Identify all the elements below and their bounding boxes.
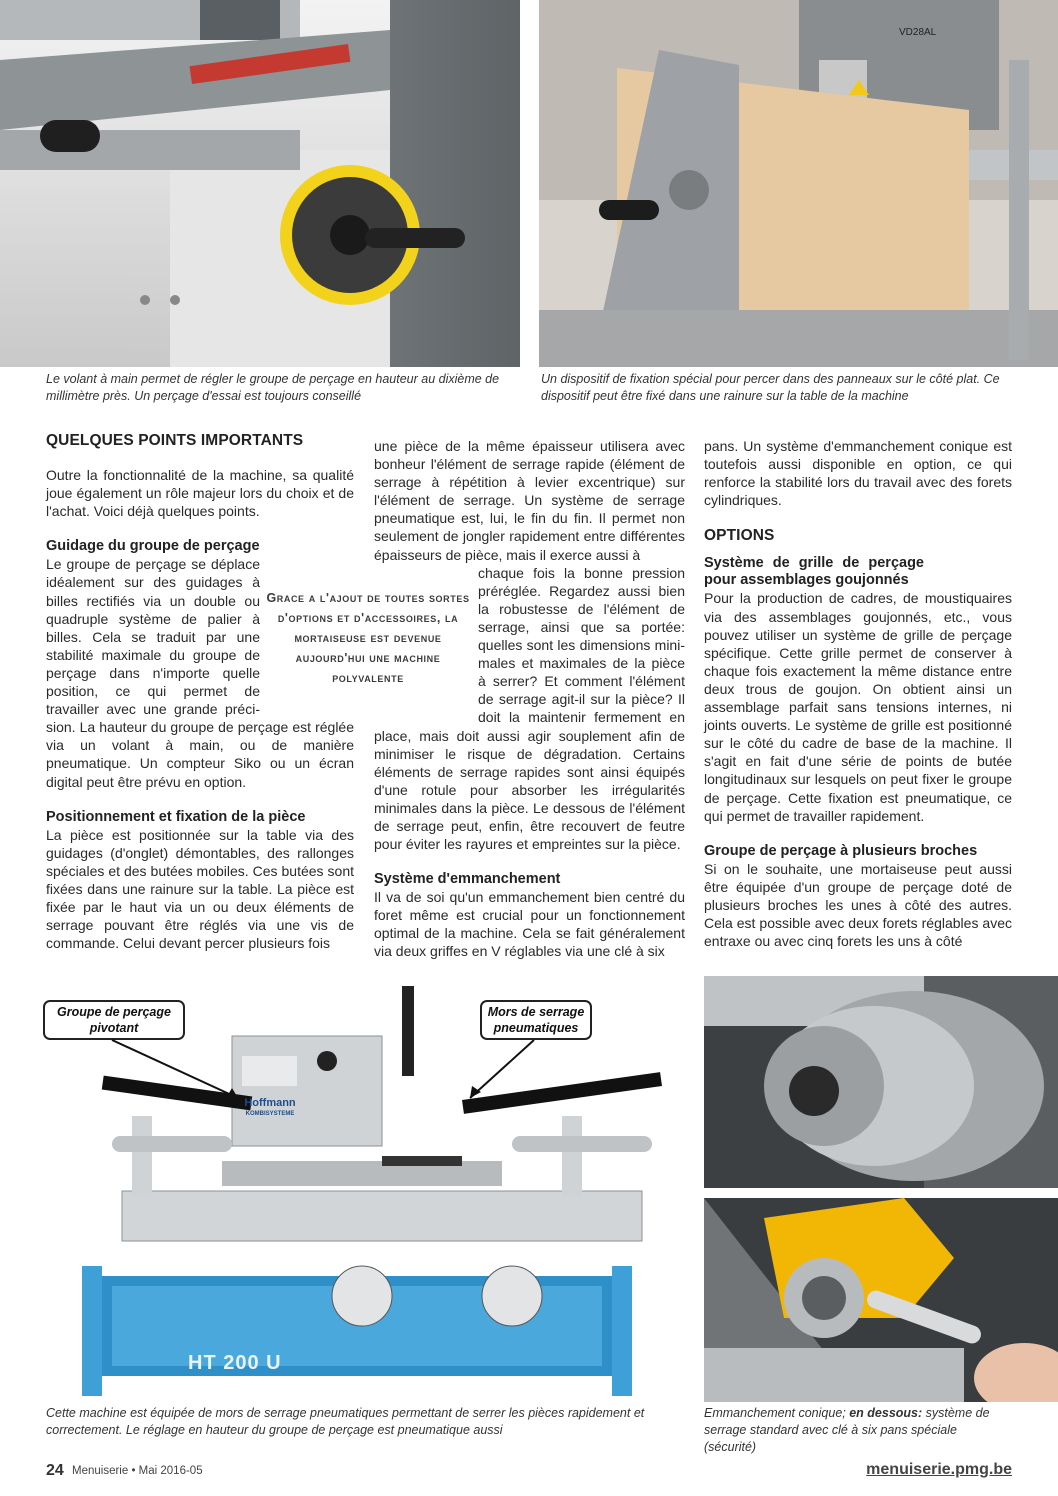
photo-handwheel [0, 0, 520, 367]
grille-paragraph: Pour la production de cadres, de moustiquaires via des assemblages goujonnés, etc., vous pouvez utiliser un système de grille de perçage spécifique. Cette grille permet de conserver à chaque fois exactement la même distance entre deux trous de goujon. On obtient ainsi un assemblage parfait sans tensions internes, ni joints ouverts. Le système de grille est positionné sur le côté du cadre de base de la machine. Il s'agit en fait d'une série de points de butée longitudinaux sur lesquels on peut fixer le groupe de perçage. Cette fixation est pneumatique, ce qui permet de travailler rapidement. [704, 590, 1012, 824]
text-line: billes rectifiés via un double ou [46, 592, 260, 609]
caption-handwheel: Le volant à main permet de régler le groupe de perçage en hauteur au dixième de millimètre près. Un perçage d'essai est toujours conseillé [46, 372, 500, 403]
text-line: males et maximales de la pièce [478, 655, 685, 672]
subheading-guidage: Guidage du groupe de perçage [46, 538, 260, 555]
guidage-narrow-block [46, 555, 260, 718]
caption-plain: Emmanchement conique; [704, 1406, 850, 1420]
photo-hex-key-clamp [704, 1198, 1058, 1402]
text-line: idéalement sur des guidages à [46, 574, 260, 591]
column-3 [704, 437, 1012, 950]
caption-conical-clamp [704, 1405, 1004, 1456]
text-line: doit la maintenir fermement en [478, 709, 685, 726]
guidage-rest: sion. La hauteur du groupe de perçage est réglée via un volant à main, ou de manière pneumatique. Un compteur Siko ou un écran digital peut être prévu en option. [46, 719, 354, 790]
text-line: Le groupe de perçage se déplace [46, 556, 260, 573]
magazine-issue: Menuiserie • Mai 2016-05 [72, 1465, 203, 1477]
caption-machine: Cette machine est équipée de mors de serrage pneumatiques permettant de serrer les pièces rapidement et correctement. Le réglage en hauteur du groupe de perçage est pneumatique aussi [46, 1406, 645, 1437]
callout-mors-serrage: Mors de serrage pneumatiques [480, 1000, 592, 1040]
text-line: quelles sont les dimensions mini- [478, 637, 685, 654]
col2-rest-paragraph: place, mais doit aussi agir souplement afin de minimiser le risque de dégradation. Certains éléments de serrage rapides sont ainsi équipés d'une rotule pour absorber les irrégularités minimales dans la pièce. Le dessous de l'élément de serrage peut, enfin, être recouvert de feutre pour éviter les rayures et empreintes sur la pièce. [374, 727, 685, 853]
text-line: quadruple système de palier à [46, 610, 260, 627]
column-1 [46, 432, 354, 952]
subheading-grille: Système de grille de perçage pour assemblages goujonnés [704, 555, 924, 589]
machine-brand-text [240, 1098, 300, 1120]
brand-sub: KOMBISYSTEME [245, 1111, 295, 1117]
callout-groupe-percage: Groupe de perçage pivotant [43, 1000, 185, 1040]
caption-rest: système de serrage standard avec clé à six pans spéciale (sécurité) [704, 1406, 990, 1454]
text-line: stabilité maximale du groupe de [46, 646, 260, 663]
photo-conical-chuck [704, 976, 1058, 1188]
col2-top-paragraph: une pièce de la même épaisseur utilisera avec bonheur l'élément de serrage rapide (élément de serrage à répétition à levier excentrique) sur l'élément de serrage. Un système de serrage pneumatique est, lui, le fin du fin. Il permet non seulement de jongler rapidement entre différentes épaisseurs de pièce, mais il exerce aussi à [374, 438, 685, 563]
text-line: travailler avec une grande préci- [46, 701, 260, 718]
hex-key-illustration [704, 1198, 1058, 1402]
photo-panel-fixture [539, 0, 1058, 367]
handwheel-illustration [0, 0, 520, 367]
website-link[interactable]: menuiserie.pmg.be [866, 1461, 1012, 1478]
text-line: serrage, ainsi que sa portée: [478, 618, 685, 635]
emmanchement-paragraph: Il va de soi qu'un emmanchement bien centré du foret même est crucial pour un fonctionnement optimal de la machine. Cela se fait généralement via deux griffes en V réglables via une clé à six [374, 889, 685, 960]
text-line: perçage dans n'importe quelle [46, 664, 260, 681]
text-line: à serrer? Et comment l'élément [478, 673, 685, 690]
text-line: position, ce qui permet de [46, 683, 260, 700]
column-2 [374, 437, 685, 961]
text-line: la robustesse de l'élément de [478, 600, 685, 617]
plusieurs-broches-paragraph: Si on le souhaite, une mortaiseuse peut aussi être équipée d'un groupe de perçage doté de plusieurs broches les unes à côté des autres. Cela est possible avec deux forets réglables avec entraxe ou avec cinq forets les uns à côté [704, 860, 1012, 950]
panel-label-text: VD28AL [899, 27, 937, 38]
caption-bold: en dessous: [849, 1406, 923, 1420]
panel-fixture-illustration [539, 0, 1058, 367]
heading-options: OPTIONS [704, 527, 775, 545]
page-number: 24 [46, 1462, 64, 1479]
caption-panel-fixture: Un dispositif de fixation spécial pour percer dans des panneaux sur le côté plat. Ce dispositif peut être fixé dans une rainure sur la table de la machine [541, 372, 1000, 403]
subheading-positionnement: Positionnement et fixation de la pièce [46, 808, 306, 825]
col2-narrow-block [478, 564, 685, 727]
heading-important-points: QUELQUES POINTS IMPORTANTS [46, 432, 304, 449]
positionnement-paragraph: La pièce est positionnée sur la table via des guidages (d'onglet) démontables, des rallonges spéciales et des butées mobiles. Ces butées sont fixées dans une rainure sur la table. La pièce est fixée par le haut via un ou deux éléments de serrage pouvant être réglés via une vis de commande. Celui devant percer plusieurs fois [46, 826, 354, 952]
text-line: billes. Cela se traduit par une [46, 628, 260, 645]
text-line: préréglée. Regardez aussi bien [478, 582, 685, 599]
machine-model-text: HT 200 U [188, 1352, 282, 1374]
subheading-emmanchement: Système d'emmanchement [374, 871, 561, 888]
chuck-illustration [704, 976, 1058, 1188]
text-line: de serrage agit-il sur la pièce? Il [478, 691, 685, 708]
pull-quote: Grace a l'ajout de toutes sortes d'options et d'accessoires, la mortaiseuse est devenue aujourd'hui une machine polyvalente [266, 591, 470, 685]
brand-name: Hoffmann [244, 1097, 296, 1109]
text-line: chaque fois la bonne pression [478, 564, 685, 581]
subheading-plusieurs-broches: Groupe de perçage à plusieurs broches [704, 842, 978, 859]
intro-paragraph: Outre la fonctionnalité de la machine, sa qualité joue également un rôle majeur lors du choix et de l'achat. Voici déjà quelques points. [46, 467, 354, 520]
col3-top-paragraph: pans. Un système d'emmanchement conique est toutefois aussi disponible en option, ce qui renforce la stabilité lors du travail avec des forets cylindriques. [704, 438, 1012, 509]
